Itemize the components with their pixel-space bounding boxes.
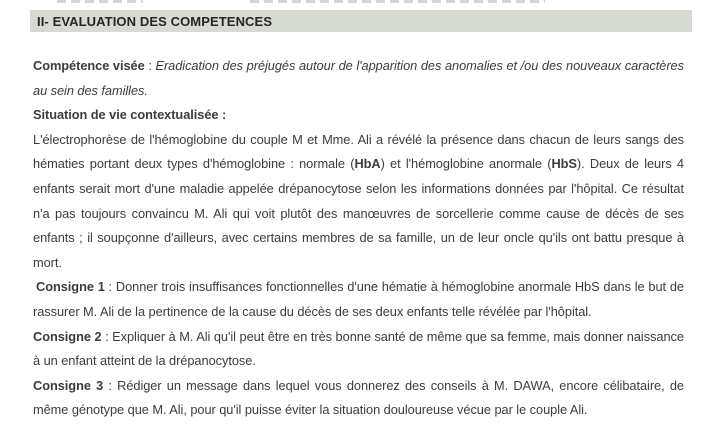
- situation-heading: Situation de vie contextualisée :: [33, 107, 227, 123]
- competence-separator: :: [144, 58, 156, 73]
- competence-label: Compétence visée: [33, 58, 145, 73]
- consigne-1-label: Consigne 1: [36, 279, 105, 295]
- consigne-2-separator: :: [101, 328, 113, 344]
- competence-text: Eradication des préjugés autour de l'apparition des anomalies et /ou des nouveaux caractères au sein des familles.: [33, 58, 684, 98]
- situation-text-2: ) et l'hémoglobine anormale (: [380, 156, 552, 172]
- section-title: II- EVALUATION DES COMPETENCES: [37, 13, 273, 29]
- cropped-text-remnant: [0, 0, 713, 4]
- section-header-bar: [30, 10, 692, 32]
- document-body: [33, 54, 684, 423]
- consigne-3-text: Rédiger un message dans lequel vous donnerez des conseils à M. DAWA, encore célibataire, de même génotype que M. Ali, pour qu'il puisse éviter la situation douloureuse vécue par le couple Ali.: [33, 377, 684, 418]
- consigne-1-paragraph: [33, 275, 684, 324]
- situation-hbs-bold: HbS: [551, 156, 577, 172]
- situation-text-3: ). Deux de leurs 4 enfants serait mort d'une maladie appelée drépanocytose selon les informations données par l'hôpital. Ce résultat n'a pas toujours convaincu M. Ali qui voit plutôt des manœuvres de sorcellerie comme cause de décès de ses enfants ; il soupçonne d'ailleurs, avec certains membres de sa famille, un de leur oncle qu'ils ont battu presque à mort.: [33, 156, 684, 270]
- consigne-1-separator: :: [104, 279, 116, 295]
- cropped-text-fragment-right: [250, 0, 545, 3]
- consigne-2-text: Expliquer à M. Ali qu'il peut être en très bonne santé de même que sa femme, mais donner naissance à un enfant atteint de la drépanocytose.: [33, 328, 684, 369]
- situation-hba-bold: HbA: [354, 156, 381, 172]
- competence-paragraph: [33, 54, 684, 103]
- cropped-text-fragment-left: [57, 0, 143, 3]
- consigne-1-text: Donner trois insuffisances fonctionnelles d'une hématie à hémoglobine anormale HbS dans le but de rassurer M. Ali de la pertinence de la cause du décès de ses deux enfants telle révélée par l'hôpital.: [33, 279, 684, 319]
- consigne-2-paragraph: [33, 325, 684, 374]
- consigne-2-label: Consigne 2: [33, 328, 102, 344]
- situation-text-1: L'électrophorèse de l'hémoglobine du couple M et Mme. Ali a révélé la présence dans chacun de leurs sangs des hématies portant deux types d'hémoglobine : normale (: [33, 131, 684, 172]
- consigne-3-label: Consigne 3: [33, 377, 104, 393]
- situation-paragraph: [33, 128, 684, 276]
- consigne-3-paragraph: [33, 374, 684, 423]
- consigne-3-separator: :: [103, 377, 118, 393]
